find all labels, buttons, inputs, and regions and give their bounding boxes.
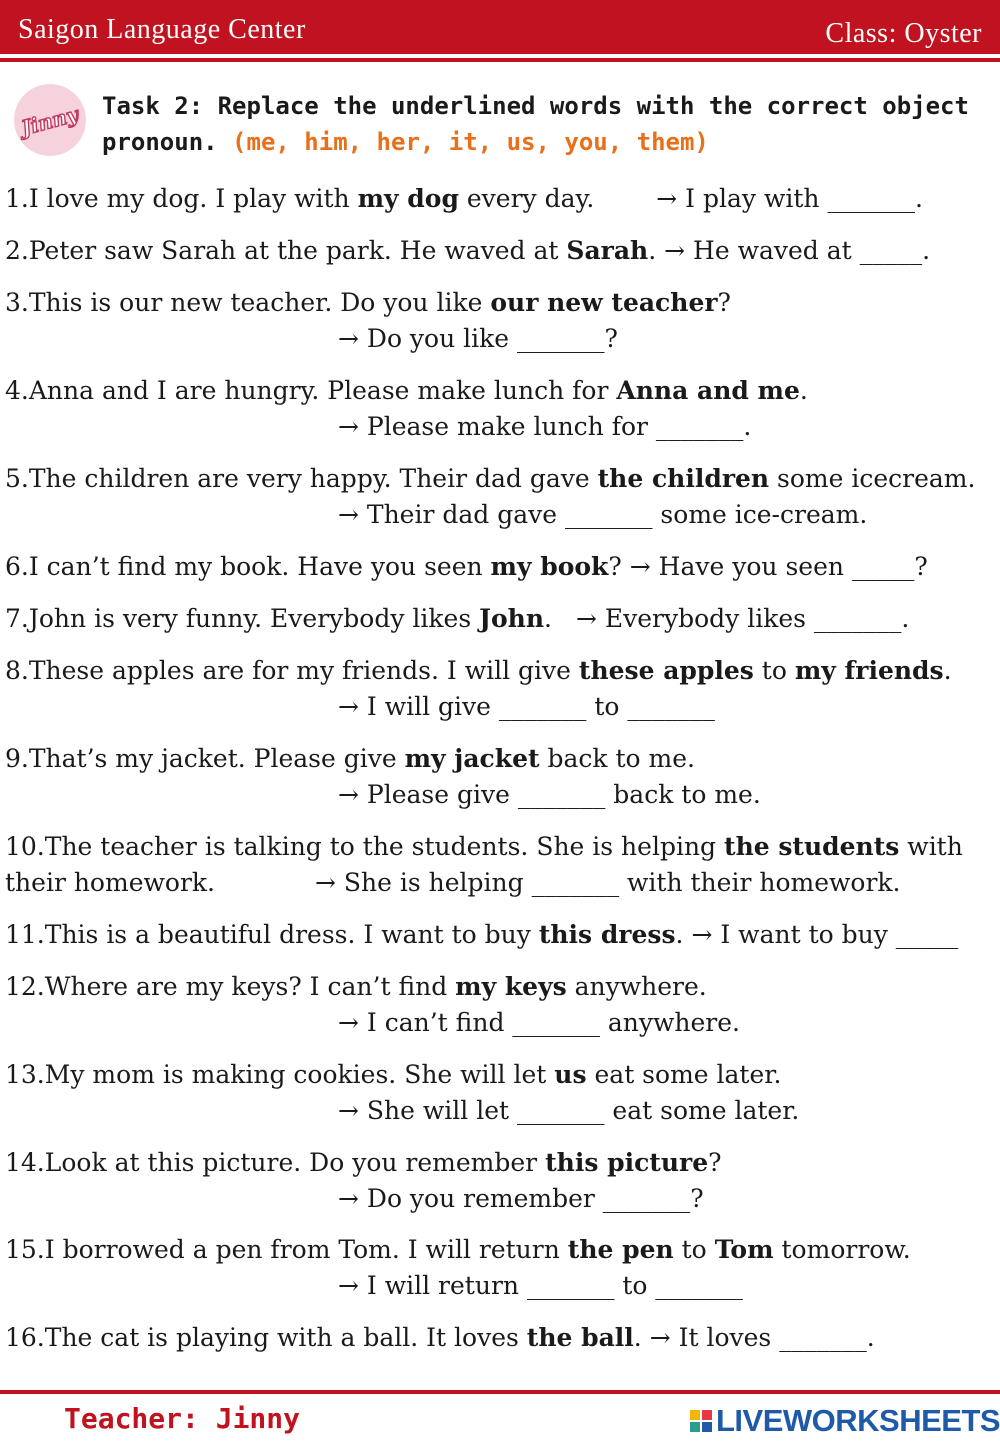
question-number: 15.: [5, 1235, 45, 1264]
question-10: [5, 829, 995, 901]
answer-blank[interactable]: → Their dad gave _______ some ice-cream.: [338, 500, 868, 529]
footer-divider: [0, 1390, 1000, 1394]
question-number: 16.: [5, 1323, 45, 1352]
question-13: [5, 1057, 1000, 1129]
question-text: These apples are for my friends. I will give: [28, 656, 579, 685]
answer-blank[interactable]: → I will return _______ to _______: [338, 1271, 743, 1300]
question-text: eat some later.: [586, 1060, 782, 1089]
class-label: Class: Oyster: [825, 18, 982, 49]
question-text: .: [544, 604, 552, 633]
answer-blank[interactable]: → Do you like _______?: [338, 324, 618, 353]
question-number: 11.: [5, 920, 45, 949]
task-title: Task 2: Replace the underlined words with the correct object pronoun.: [102, 92, 969, 156]
question-text: .: [943, 656, 952, 685]
underlined-phrase: this dress: [538, 920, 676, 949]
question-8: [5, 653, 1000, 725]
question-text: with their homework.: [5, 832, 963, 897]
underlined-phrase: my book: [490, 552, 609, 581]
underlined-phrase: the ball: [526, 1323, 634, 1352]
underlined-phrase: our new teacher: [490, 288, 718, 317]
page-header: [0, 0, 1000, 54]
question-number: 1.: [5, 184, 29, 213]
underlined-phrase: these apples: [578, 656, 754, 685]
question-15: [5, 1232, 1000, 1304]
question-text: ?: [608, 552, 622, 581]
question-number: 7.: [5, 604, 29, 633]
question-7: [5, 601, 1000, 637]
answer-blank[interactable]: → It loves _______.: [649, 1323, 875, 1352]
task-instructions: [102, 88, 982, 160]
question-text: Where are my keys? I can’t find: [44, 972, 456, 1001]
question-11: [5, 917, 1000, 953]
question-number: 4.: [5, 376, 29, 405]
question-text: This is our new teacher. Do you like: [28, 288, 491, 317]
question-number: 14.: [5, 1148, 45, 1177]
question-16: [5, 1320, 1000, 1356]
question-text: .: [633, 1323, 642, 1352]
question-number: 8.: [5, 656, 29, 685]
underlined-phrase: the pen: [567, 1235, 674, 1264]
question-number: 6.: [5, 552, 29, 581]
question-text: ?: [717, 288, 731, 317]
question-number: 12.: [5, 972, 45, 1001]
question-text: back to me.: [539, 744, 695, 773]
underlined-phrase: my keys: [455, 972, 567, 1001]
answer-blank[interactable]: → Have you seen _____?: [629, 552, 928, 581]
question-3: [5, 285, 1000, 357]
question-text: I love my dog. I play with: [28, 184, 358, 213]
question-number: 2.: [5, 236, 29, 265]
question-text: some icecream.: [769, 464, 976, 493]
underlined-phrase: us: [554, 1060, 587, 1089]
question-text: This is a beautiful dress. I want to buy: [44, 920, 539, 949]
question-text: I can’t find my book. Have you seen: [28, 552, 491, 581]
underlined-phrase: the students: [724, 832, 900, 861]
underlined-phrase: my jacket: [404, 744, 540, 773]
header-divider: [0, 58, 1000, 62]
answer-blank[interactable]: → Do you remember _______?: [338, 1184, 704, 1213]
underlined-phrase: the children: [597, 464, 770, 493]
question-text: The children are very happy. Their dad gave: [28, 464, 598, 493]
question-number: 10.: [5, 832, 45, 861]
jinny-logo: [12, 82, 88, 158]
question-text: That’s my jacket. Please give: [28, 744, 405, 773]
question-12: [5, 969, 1000, 1041]
question-text: to: [673, 1235, 715, 1264]
question-text: .: [675, 920, 684, 949]
question-text: .: [799, 376, 808, 405]
pronoun-list: (me, him, her, it, us, you, them): [232, 128, 709, 156]
answer-blank[interactable]: → I want to buy _____: [691, 920, 959, 949]
answer-blank[interactable]: → He waved at _____.: [664, 236, 931, 265]
answer-blank[interactable]: → Everybody likes _______.: [575, 604, 910, 633]
question-text: ?: [708, 1148, 722, 1177]
question-number: 5.: [5, 464, 29, 493]
question-text: to: [753, 656, 795, 685]
answer-blank[interactable]: → I play with _______.: [656, 184, 923, 213]
question-text: John is very funny. Everybody likes: [28, 604, 480, 633]
question-number: 3.: [5, 288, 29, 317]
answer-blank[interactable]: → Please make lunch for _______.: [338, 412, 752, 441]
question-text: I borrowed a pen from Tom. I will return: [44, 1235, 568, 1264]
question-text: anywhere.: [566, 972, 707, 1001]
answer-blank[interactable]: → I will give _______ to _______: [338, 692, 715, 721]
question-text: .: [648, 236, 657, 265]
center-name: Saigon Language Center: [18, 14, 306, 45]
svg-text:Jinny: Jinny: [18, 101, 81, 141]
teacher-name: Teacher: Jinny: [64, 1402, 301, 1435]
question-6: [5, 549, 1000, 585]
question-number: 13.: [5, 1060, 45, 1089]
answer-blank[interactable]: → She is helping _______ with their homework.: [315, 868, 901, 897]
answer-blank[interactable]: → I can’t find _______ anywhere.: [338, 1008, 740, 1037]
question-text: The teacher is talking to the students. She is helping: [44, 832, 725, 861]
answer-blank[interactable]: → She will let _______ eat some later.: [338, 1096, 800, 1125]
question-4: [5, 373, 1000, 445]
question-text: tomorrow.: [773, 1235, 911, 1264]
underlined-phrase: John: [479, 604, 544, 633]
question-text: every day.: [458, 184, 595, 213]
underlined-phrase: Anna and me: [616, 376, 800, 405]
question-5: [5, 461, 1000, 533]
question-1: [5, 181, 1000, 217]
question-text: Look at this picture. Do you remember: [44, 1148, 546, 1177]
question-9: [5, 741, 1000, 813]
question-text: The cat is playing with a ball. It loves: [44, 1323, 527, 1352]
question-number: 9.: [5, 744, 29, 773]
answer-blank[interactable]: → Please give _______ back to me.: [338, 780, 761, 809]
question-text: Peter saw Sarah at the park. He waved at: [28, 236, 567, 265]
underlined-phrase: this picture: [545, 1148, 709, 1177]
question-2: [5, 233, 1000, 269]
liveworksheets-grid-icon: [690, 1410, 712, 1432]
liveworksheets-logo[interactable]: [690, 1404, 1000, 1438]
underlined-phrase: my dog: [357, 184, 459, 213]
question-text: Anna and I are hungry. Please make lunch for: [28, 376, 617, 405]
brand-text: LIVEWORKSHEETS: [716, 1403, 1000, 1438]
underlined-phrase: Tom: [714, 1235, 774, 1264]
question-text: My mom is making cookies. She will let: [44, 1060, 555, 1089]
underlined-phrase: Sarah: [566, 236, 649, 265]
underlined-phrase: my friends: [794, 656, 944, 685]
question-14: [5, 1145, 1000, 1217]
